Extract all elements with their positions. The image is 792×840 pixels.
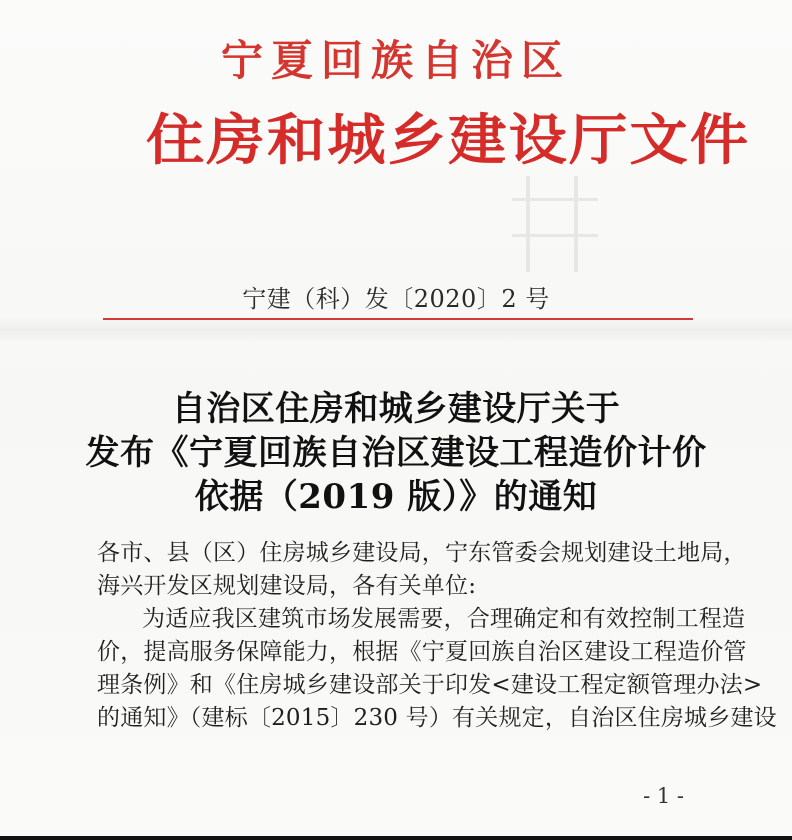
document-header-title: 住房和城乡建设厅文件 bbox=[146, 107, 751, 172]
notice-title-line-1: 自治区住房和城乡建设厅关于 bbox=[171, 389, 621, 429]
notice-title-line-3: 依据（2019 版）》的通知 bbox=[194, 477, 598, 517]
paper-bleed-through bbox=[512, 176, 598, 272]
page-number: - 1 - bbox=[643, 784, 684, 808]
red-divider-line bbox=[103, 318, 693, 320]
notice-title-line-2: 发布《宁夏回族自治区建设工程造价计价 bbox=[85, 433, 707, 473]
paragraph-line-2: 价，提高服务保障能力，根据《宁夏回族自治区建设工程造价管 bbox=[97, 639, 747, 665]
notice-body bbox=[97, 537, 777, 735]
bottom-scan-edge bbox=[0, 836, 792, 840]
document-number: 宁建（科）发〔2020〕2 号 bbox=[242, 285, 550, 313]
paragraph-line-4: 的通知》（建标〔2015〕230 号）有关规定，自治区住房城乡建设 bbox=[97, 705, 777, 731]
recipient-line-2: 海兴开发区规划建设局，各有关单位: bbox=[97, 573, 477, 599]
recipient-line-1: 各市、县（区）住房城乡建设局，宁东管委会规划建设土地局， bbox=[97, 540, 747, 566]
paper-fold-shadow bbox=[0, 318, 792, 342]
paragraph-line-3: 理条例》和《住房城乡建设部关于印发<建设工程定额管理办法> bbox=[97, 672, 763, 698]
organization-name: 宁夏回族自治区 bbox=[220, 36, 571, 85]
notice-title bbox=[0, 387, 792, 519]
paragraph-line-1: 为适应我区建筑市场发展需要，合理确定和有效控制工程造 bbox=[142, 606, 746, 632]
